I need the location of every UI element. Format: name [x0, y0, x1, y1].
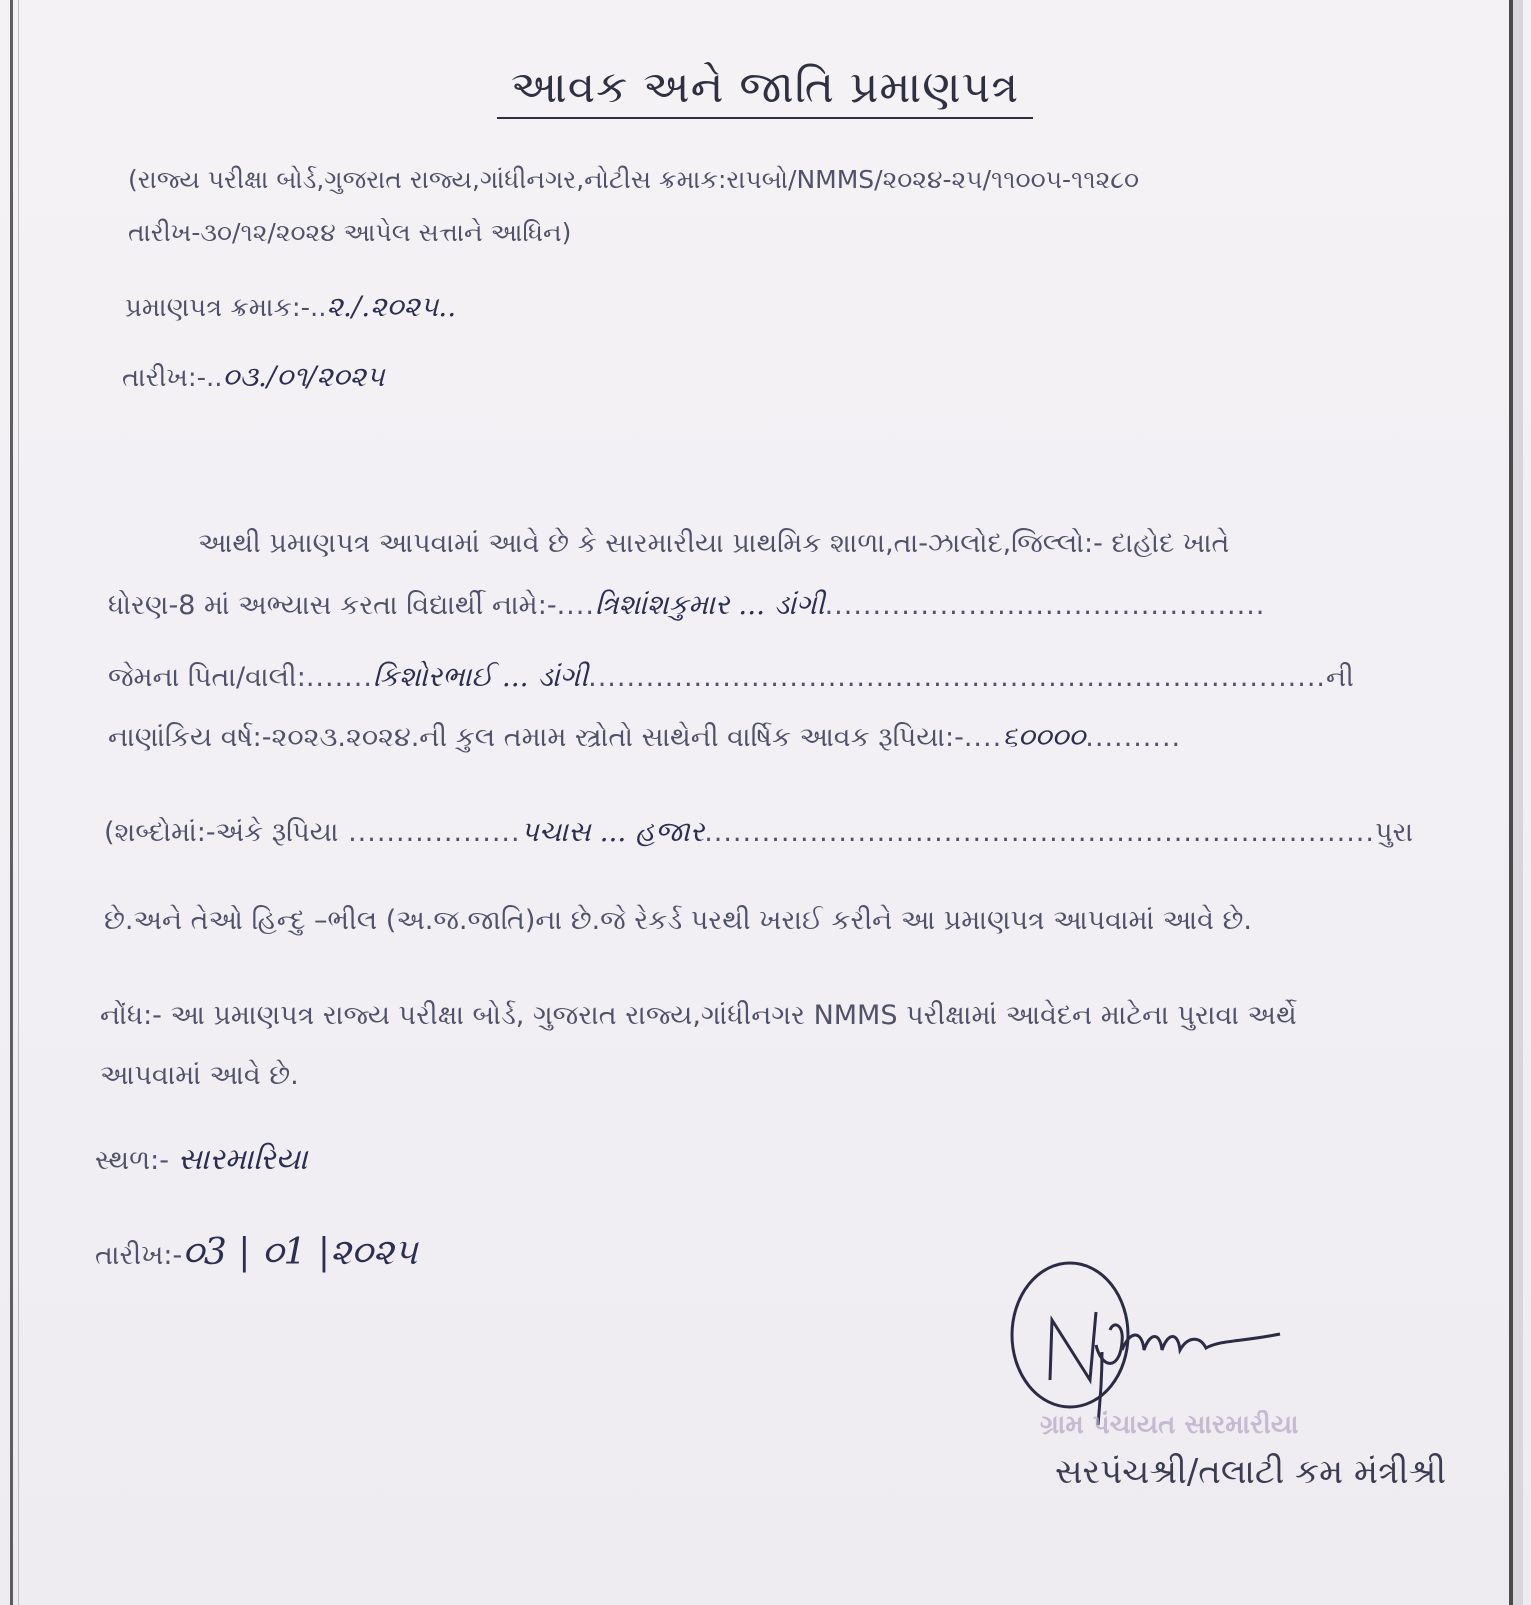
income-words-row: (શબ્દોમાં:-અંકે રૂપિયા ..................પચાસ ... હજાર......................................................................પુરા: [104, 815, 1414, 848]
income-value: ૬૦૦૦૦: [1002, 720, 1086, 753]
parent-suffix: ની: [1325, 662, 1354, 693]
footer-date-row: [95, 1232, 418, 1274]
parent-label: જેમના પિતા/વાલી:: [108, 662, 306, 693]
notice-line-1: (રાજ્ય પરીક્ષા બોર્ડ,ગુજરાત રાજ્ય,ગાંધીનગર,નોટીસ ક્રમાક:રાપબો/NMMS/૨૦૨૪-૨૫/૧૧૦૦૫-૧૧૨૮૦: [128, 165, 1140, 194]
income-label: નાણાંકિય વર્ષ:-૨૦૨૩.૨૦૨૪.ની કુલ તમામ સ્ત્રોતો સાથેની વાર્ષિક આવક રૂપિયા:-: [108, 722, 964, 753]
footer-date-value: ૦3 | ૦1 |૨૦૨૫: [182, 1232, 418, 1273]
student-name: ત્રિશાંશકુમાર ... ડાંગી: [594, 588, 825, 621]
note-line-1: નોંધ:- આ પ્રમાણપત્ર રાજ્ય પરીક્ષા બોર્ડ, ગુજરાત રાજ્ય,ગાંધીનગર NMMS પરીક્ષામાં આવેદન માટેના પુરાવા અર્થે: [100, 1000, 1297, 1031]
issue-date: [122, 360, 385, 394]
official-stamp-text: ગ્રામ પંચાયત સારમારીયા: [1040, 1410, 1299, 1440]
signatory-designation: સરપંચશ્રી/તલાટી કમ મંત્રીશ્રી: [1055, 1452, 1447, 1492]
notice-line-2: તારીખ-૩૦/૧૨/૨૦૨૪ આપેલ સત્તાને આધિન): [128, 218, 572, 247]
issue-date-value: ૦૩./૦૧/૨૦૨૫: [222, 360, 385, 393]
paper-right-edge: [1509, 0, 1513, 1605]
student-name-row: ધોરણ-8 માં અભ્યાસ કરતા વિદ્યાર્થી નામે:-....ત્રિશાંશકુમાર ... ડાંગી..............................................: [108, 588, 1266, 621]
student-label: ધોરણ-8 માં અભ્યાસ કરતા વિદ્યાર્થી નામે:-: [108, 590, 557, 621]
issue-date-label: તારીખ:-..: [122, 363, 223, 393]
page-title: આવક અને જાતિ પ્રમાણપત્ર: [510, 62, 1020, 113]
paper-left-edge-shadow: [18, 0, 19, 1605]
caste-line: છે.અને તેઓ હિન્દુ –ભીલ (અ.જ.જાતિ)ના છે.જે રેકર્ડ પરથી ખરાઈ કરીને આ પ્રમાણપત્ર આપવામાં આવે છે.: [104, 905, 1253, 936]
footer-date-label: તારીખ:-: [95, 1240, 183, 1271]
place-label: સ્થળ:-: [95, 1145, 169, 1176]
certificate-number-label: પ્રમાણપત્ર ક્રમાક:-..: [125, 293, 327, 323]
place-value: સારમારિયા: [177, 1142, 308, 1177]
parent-name: કિશોરભાઈ ... ડાંગી: [372, 660, 589, 693]
body-paragraph-line-1: આથી પ્રમાણપત્ર આપવામાં આવે છે કે સારમારીયા પ્રાથમિક શાળા,તા-ઝાલોદ,જિલ્લો:- દાહોદ ખાતે: [198, 528, 1230, 559]
title-underline: [497, 117, 1033, 119]
place-row: [95, 1142, 307, 1177]
income-row: નાણાંકિય વર્ષ:-૨૦૨૩.૨૦૨૪.ની કુલ તમામ સ્ત્રોતો સાથેની વાર્ષિક આવક રૂપિયા:-....૬૦૦૦૦..........: [108, 720, 1182, 753]
paper-right-margin: [1513, 0, 1523, 1605]
certificate-number-value: ૨./.૨૦૨૫..: [326, 290, 457, 323]
income-words-value: પચાસ ... હજાર: [520, 815, 705, 848]
note-line-2: આપવામાં આવે છે.: [100, 1060, 299, 1091]
parent-name-row: જેમના પિતા/વાલી:.......કિશોરભાઈ ... ડાંગી.............................................................................ની: [108, 660, 1354, 693]
income-words-label: (શબ્દોમાં:-અંકે રૂપિયા: [104, 817, 339, 848]
paper-left-edge: [10, 0, 13, 1605]
income-words-suffix: પુરા: [1374, 817, 1414, 848]
certificate-number: [125, 290, 456, 324]
